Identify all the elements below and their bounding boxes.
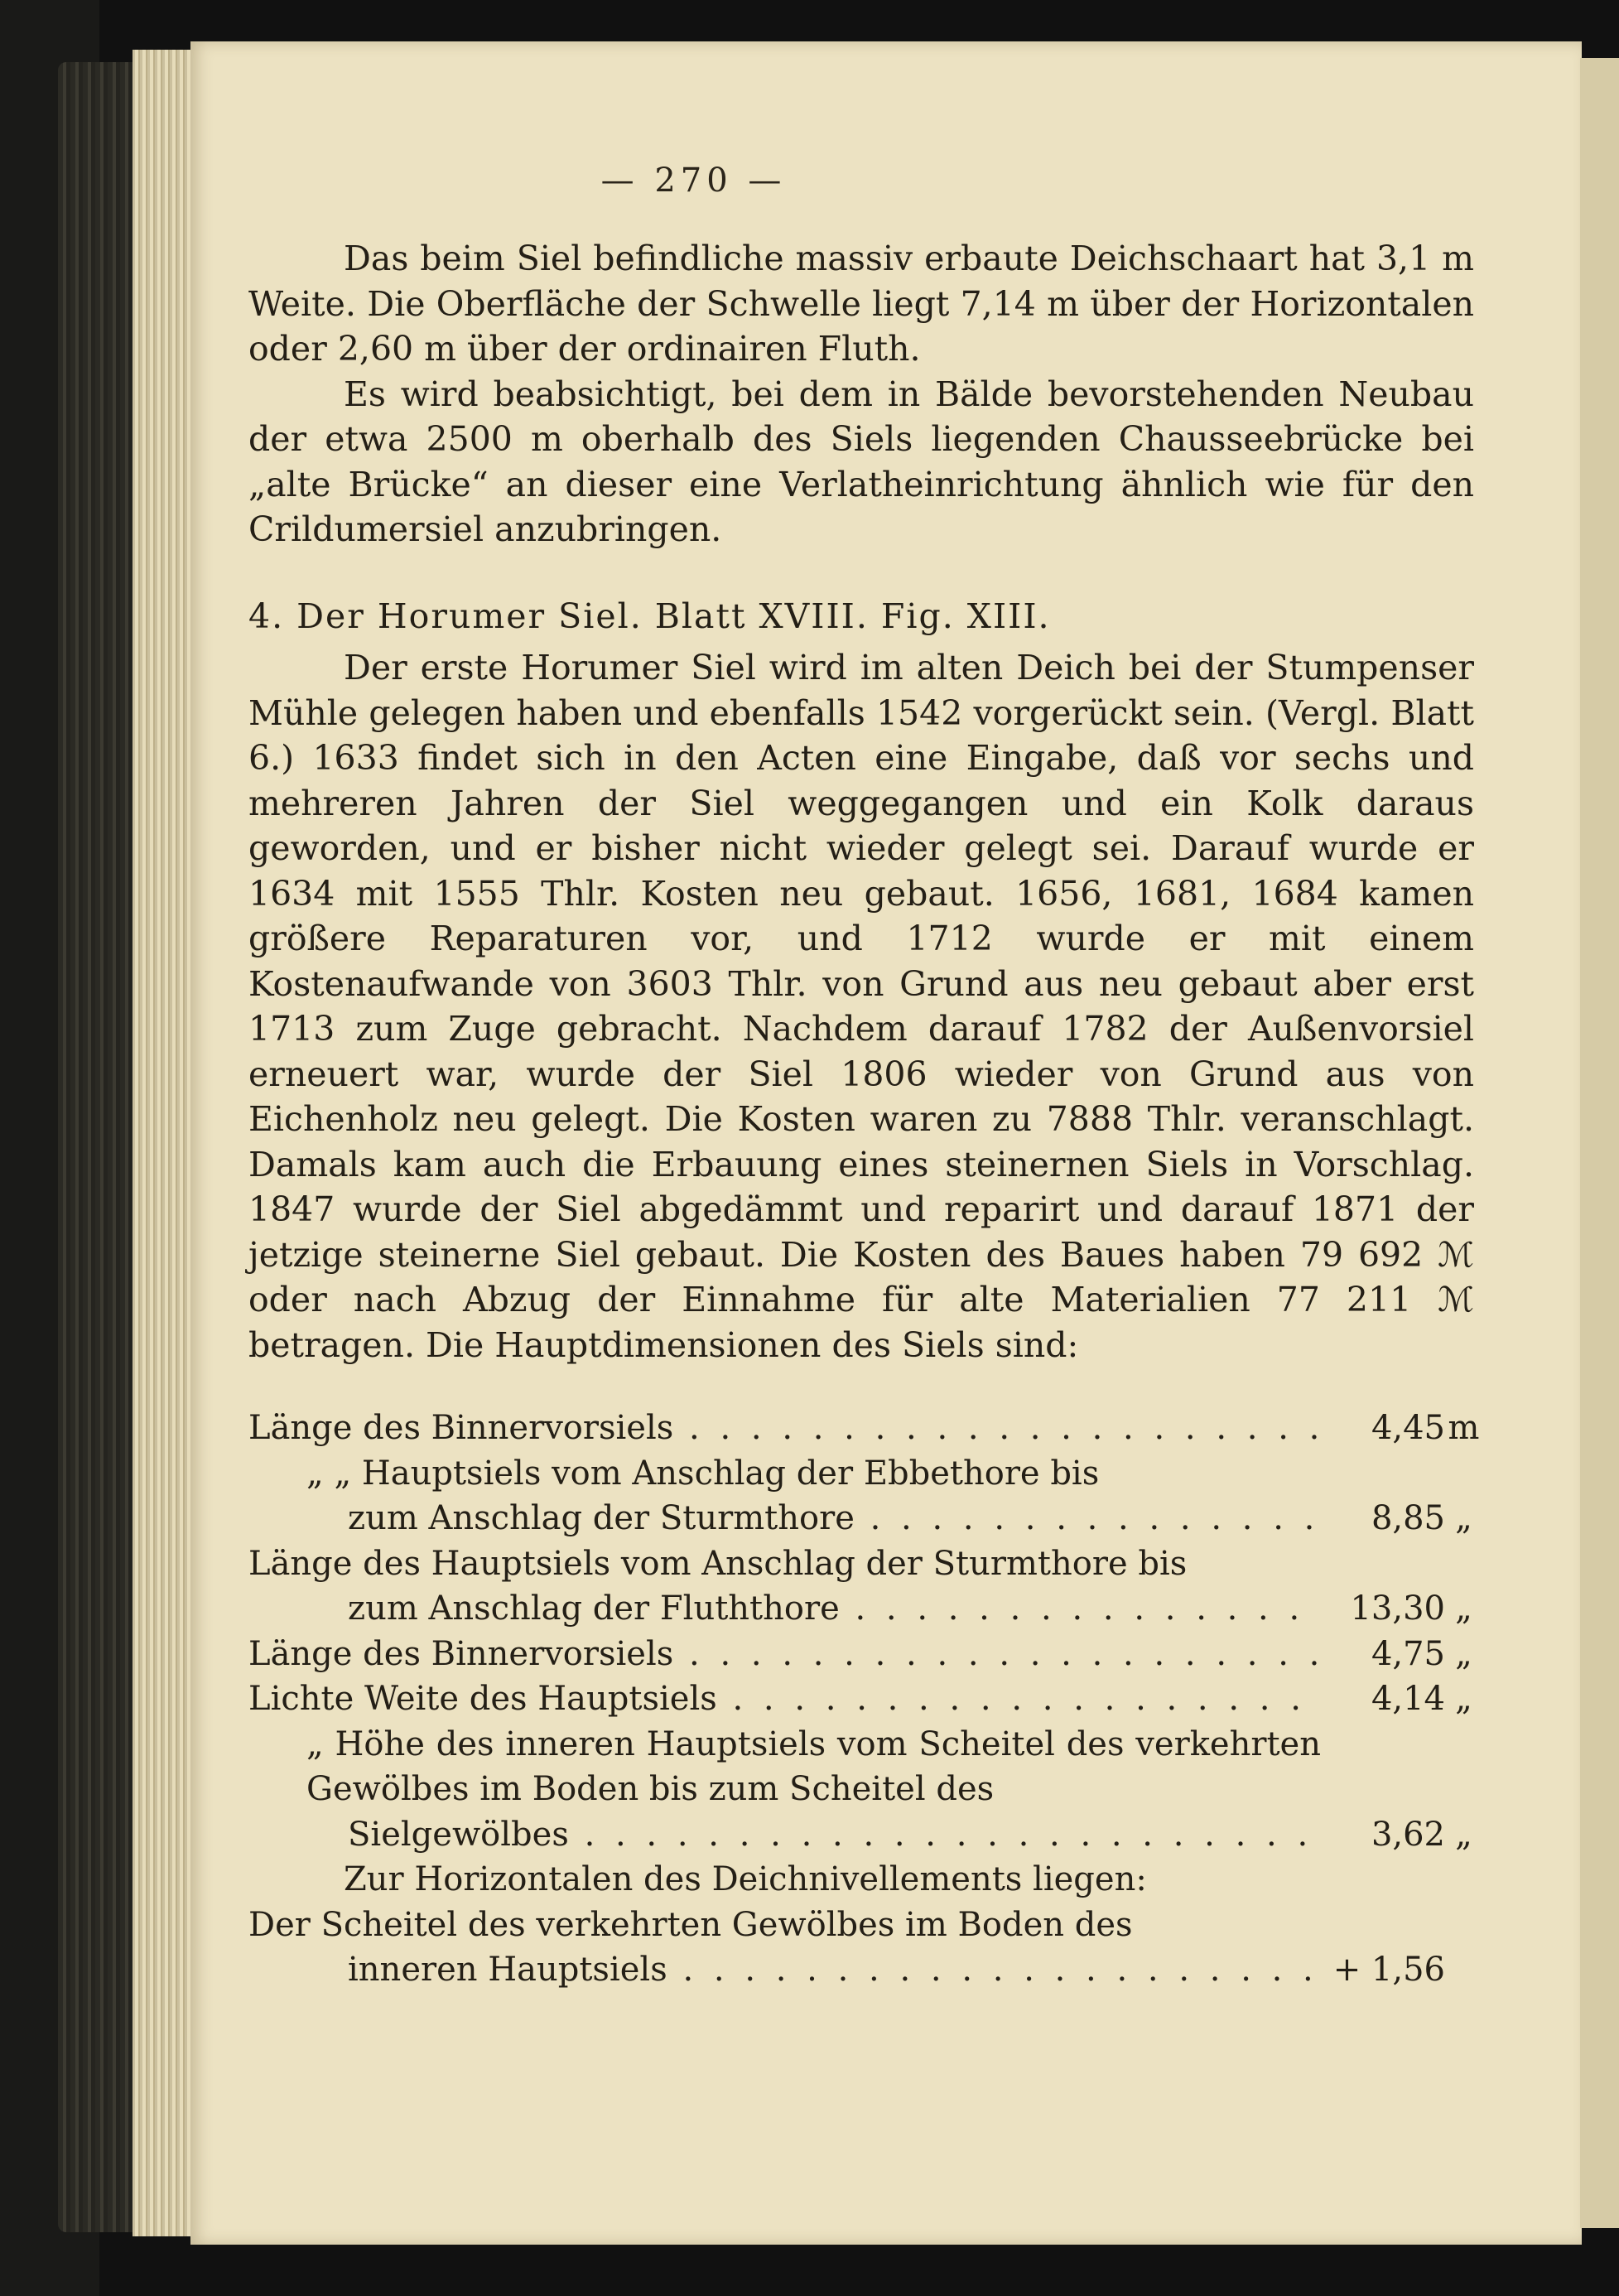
row-value: 4,75 <box>1371 1634 1445 1673</box>
table-row <box>248 1541 1482 1587</box>
row-value: 3,62 <box>1371 1815 1445 1854</box>
adjacent-page-edge <box>1580 58 1619 2228</box>
row-value: + 1,56 <box>1332 1951 1445 1989</box>
section-heading: 4. Der Horumer Siel. Blatt XVIII. Fig. XIII. <box>248 596 1051 636</box>
text-block-top <box>248 236 1474 1367</box>
row-label: inneren Hauptsiels . . . <box>248 1947 1321 1993</box>
table-row <box>248 1903 1482 1948</box>
table-row <box>248 1406 1482 1451</box>
row-label: Länge des Binnervorsiels . . . <box>248 1406 1321 1451</box>
row-label: „ Höhe des inneren Hauptsiels vom Scheitel des verkehrten Gewölbes im Boden bis zum Scheitel des <box>306 1724 1321 1808</box>
book-cover-spine <box>58 62 137 2232</box>
table-row <box>248 1947 1482 1993</box>
dimensions-table <box>248 1406 1482 1993</box>
paragraph-deichschaart: Das beim Siel befindliche massiv erbaute Deichschaart hat 3,1 m Weite. Die Oberfläche der Schwelle liegt 7,14 m über der Horizontalen oder 2,60 m über der ordinairen Fluth. <box>248 239 1474 369</box>
table-row <box>248 1496 1482 1541</box>
row-label: „ „ Hauptsiels vom Anschlag der Ebbethore bis <box>306 1454 1100 1493</box>
row-unit: „ <box>1455 1589 1472 1628</box>
row-unit: „ <box>1455 1680 1472 1718</box>
row-value: 13,30 <box>1350 1589 1445 1628</box>
row-unit: „ <box>1455 1499 1472 1537</box>
table-row <box>248 1586 1482 1632</box>
row-unit: „ <box>1455 1634 1472 1673</box>
row-label: Lichte Weite des Hauptsiels . . . <box>248 1676 1321 1722</box>
table-row <box>248 1632 1482 1677</box>
row-unit: „ <box>1455 1815 1472 1854</box>
table-row <box>248 1812 1482 1858</box>
page-number: — 270 — <box>600 162 787 200</box>
row-label: zum Anschlag der Fluththore . . . <box>248 1586 1321 1632</box>
table-row <box>248 1722 1482 1812</box>
row-value: 4,14 <box>1371 1680 1445 1718</box>
table-row <box>248 1451 1482 1497</box>
table-row <box>248 1676 1482 1722</box>
table-intro <box>248 1857 1482 1903</box>
table-intro-text: Zur Horizontalen des Deichnivellements liegen: <box>344 1860 1147 1898</box>
paragraph-horumer-siel-history: Der erste Horumer Siel wird im alten Deich bei der Stumpenser Mühle gelegen haben und ebenfalls 1542 vorgerückt sein. (Vergl. Blatt 6.) 1633 findet sich in den Acten eine Eingabe, daß vor sechs und mehreren Jahren der Siel weggegangen und ein Kolk daraus geworden, und er bisher nicht wieder gelegt sei. Darauf wurde er 1634 mit 1555 Thlr. Kosten neu gebaut. 1656, 1681, 1684 kamen größere Reparaturen vor, und 1712 wurde er mit einem Kostenaufwande von 3603 Thlr. von Grund aus neu gebaut aber erst 1713 zum Zuge gebracht. Nachdem darauf 1782 der Außenvorsiel erneuert war, wurde der Siel 1806 wieder von Grund aus von Eichenholz neu gelegt. Die Kosten waren zu 7888 Thlr. veranschlagt. Damals kam auch die Erbauung eines steinernen Siels in Vorschlag. 1847 wurde der Siel abgedämmt und reparirt und darauf 1871 der jetzige steinerne Siel gebaut. Die Kosten des Baues haben 79 692 ℳ oder nach Abzug der Einnahme für alte Materialien 77 211 ℳ betragen. Die Hauptdimensionen des Siels sind: <box>248 648 1474 1365</box>
row-label: Länge des Binnervorsiels . . . <box>248 1632 1321 1677</box>
row-label: Der Scheitel des verkehrten Gewölbes im Boden des <box>248 1905 1133 1944</box>
row-value: 8,85 <box>1371 1499 1445 1537</box>
row-label: Sielgewölbes . . . <box>248 1812 1321 1858</box>
row-value: 4,45 <box>1371 1409 1445 1447</box>
row-label: Länge des Hauptsiels vom Anschlag der Sturmthore bis <box>248 1544 1188 1583</box>
row-unit: m <box>1448 1409 1480 1447</box>
paragraph-verlatheinrichtung: Es wird beabsichtigt, bei dem in Bälde bevorstehenden Neubau der etwa 2500 m oberhalb des Siels liegenden Chausseebrücke bei „alte Brücke“ an dieser eine Verlatheinrichtung ähnlich wie für den Crildumersiel anzubringen. <box>248 374 1474 549</box>
row-label: zum Anschlag der Sturmthore . . . <box>248 1496 1321 1541</box>
